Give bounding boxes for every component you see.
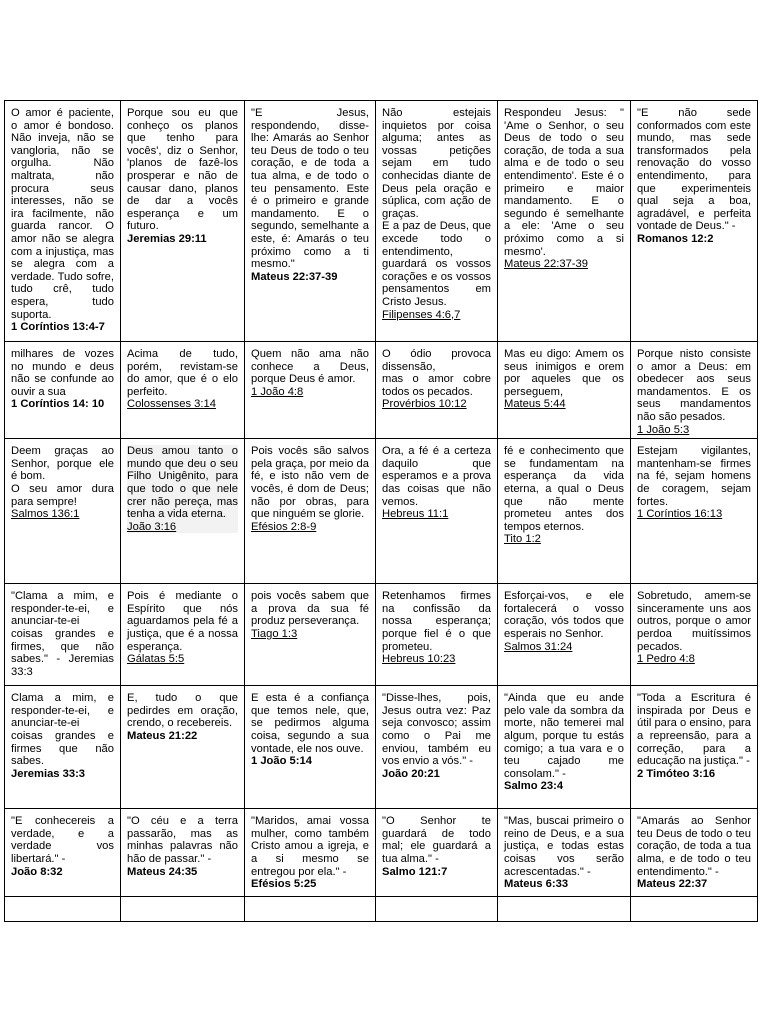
- table-row: [5, 686, 758, 809]
- verse-reference: 1 João 4:8: [251, 385, 304, 398]
- verse-cell: [498, 686, 631, 809]
- verse-cell: [245, 439, 376, 584]
- verse-content: [382, 445, 491, 521]
- verse-content: [637, 590, 751, 666]
- verse-text: Clama a mim, e responder-te-ei, e anunciar-te-ei coisas grandes e firmes que não sabes.: [11, 692, 114, 768]
- table-row: [5, 101, 758, 342]
- verse-content: [504, 692, 624, 793]
- verse-text: Sobretudo, amem-se sinceramente uns aos outros, porque o amor perdoa muitíssimos pecados.: [637, 590, 751, 653]
- verse-text: "Disse-lhes, pois, Jesus outra vez: Paz seja convosco; assim como o Pai me enviou, também eu vos envio a vós." -: [382, 692, 491, 768]
- verse-content: [382, 107, 491, 321]
- verse-text: Acima de tudo, porém, revistam-se do amor, que é o elo perfeito.: [127, 348, 238, 398]
- verse-reference: Salmo 23:4: [504, 780, 564, 793]
- verse-content: [11, 445, 114, 521]
- verse-cell: [245, 342, 376, 439]
- verse-cell: [631, 686, 758, 809]
- verse-reference: 1 Coríntios 16:13: [637, 508, 723, 521]
- verse-content: [504, 348, 624, 411]
- verse-reference: Salmo 121:7: [382, 865, 448, 878]
- verse-cell: [245, 584, 376, 686]
- verse-content: [637, 445, 751, 521]
- verse-content: [637, 692, 751, 780]
- verse-text: "E não sede conformados com este mundo, mas sede transformados pela renovação do vosso entendimento, para que experimenteis qual seja a boa, agradável, e perfeita vontade de Deus." -: [637, 107, 751, 233]
- verse-content: [251, 815, 369, 891]
- verse-cell: [376, 809, 498, 897]
- verse-reference: Efésios 2:8-9: [251, 520, 317, 533]
- verse-cell: [5, 809, 121, 897]
- verse-content: [11, 815, 114, 878]
- verse-content: [251, 445, 369, 533]
- verse-table-body: [5, 101, 758, 922]
- verse-reference: Mateus 22:37: [637, 878, 708, 891]
- table-row: [5, 439, 758, 584]
- verse-content: [251, 107, 369, 283]
- verse-text: "Mas, buscai primeiro o reino de Deus, e a sua justiça, e todas estas coisas vos serão acrescentadas." -: [504, 815, 624, 878]
- verse-text: E, tudo o que pedirdes em oração, crendo, o recebereis.: [127, 692, 238, 730]
- verse-reference: 1 João 5:14: [251, 755, 312, 768]
- verse-content: [382, 348, 491, 411]
- verse-cell: [631, 809, 758, 897]
- verse-cell: [245, 686, 376, 809]
- verse-text: "O Senhor te guardará de todo mal; ele guardará a tua alma." -: [382, 815, 491, 865]
- verse-reference: Jeremias 33:3: [11, 767, 86, 780]
- verse-reference: Mateus 21:22: [127, 729, 198, 742]
- verse-reference: Mateus 5:44: [504, 398, 566, 411]
- verse-cell: [121, 584, 245, 686]
- verse-content: [382, 692, 491, 780]
- verse-content: [504, 590, 624, 653]
- verse-cell: [498, 897, 631, 922]
- verse-cell: [498, 101, 631, 342]
- verse-reference: João 3:16: [127, 520, 177, 533]
- verse-text: "O céu e a terra passarão, mas as minhas palavras não hão de passar." -: [127, 815, 238, 865]
- verse-text: "Clama a mim, e responder-te-ei, e anunciar-te-ei coisas grandes e firmes, que não sabes." - Jeremias 33:3: [11, 590, 114, 678]
- verse-content: [127, 590, 238, 666]
- verse-content: [127, 348, 238, 411]
- verse-reference: Tiago 1:3: [251, 627, 298, 640]
- verse-reference: João 20:21: [382, 767, 440, 780]
- verse-content: [127, 107, 238, 246]
- verse-reference: Colossenses 3:14: [127, 398, 216, 411]
- verse-reference: Mateus 22:37-39: [504, 258, 588, 271]
- verse-cell: [5, 897, 121, 922]
- verse-cell: [376, 439, 498, 584]
- verse-content: [127, 692, 238, 742]
- verse-content: [504, 445, 624, 546]
- verse-text: "Toda a Escritura é inspirada por Deus e útil para o ensino, para a repreensão, para a correção, para a educação na justiça." -: [637, 692, 751, 768]
- verse-reference: Filipenses 4:6,7: [382, 308, 461, 321]
- table-row: [5, 342, 758, 439]
- verse-cell: [121, 101, 245, 342]
- verse-text: Porque nisto consiste o amor a Deus: em obedecer aos seus mandamentos. E os seus mandamentos não são pesados.: [637, 348, 751, 423]
- verse-cell: [498, 439, 631, 584]
- verse-content: [637, 815, 751, 891]
- verse-content: [251, 692, 369, 768]
- verse-cell: [121, 897, 245, 922]
- verse-cell: [5, 584, 121, 686]
- verse-reference: Mateus 24:35: [127, 865, 198, 878]
- verse-text: Deem graças ao Senhor, porque ele é bom. O seu amor dura para sempre!: [11, 445, 114, 508]
- verse-cell: [5, 101, 121, 342]
- verse-text: "Maridos, amai vossa mulher, como também Cristo amou a igreja, e a si mesmo se entregou por ela." -: [251, 815, 369, 878]
- verse-text: "E Jesus, respondendo, disse-lhe: Amarás ao Senhor teu Deus de todo o teu coração, e de toda a tua alma, e de todo o teu pensamento. Este é o primeiro e grande mandamento. E o segundo, semelhante a este, é: Amarás o teu próximo como a ti mesmo.": [251, 107, 369, 271]
- verse-cell: [631, 584, 758, 686]
- verse-reference: Mateus 6:33: [504, 878, 569, 891]
- verse-content: [251, 590, 369, 640]
- verse-content: [127, 815, 238, 878]
- verse-cell: [121, 686, 245, 809]
- verse-cell: [5, 342, 121, 439]
- verse-reference: Hebreus 11:1: [382, 508, 449, 521]
- verse-cell: [245, 897, 376, 922]
- verse-reference: Jeremias 29:11: [127, 232, 207, 245]
- verse-reference: Romanos 12:2: [637, 232, 714, 245]
- verse-cell: [376, 584, 498, 686]
- verse-text: E esta é a confiança que temos nele, que, se pedirmos alguma coisa, segundo a sua vontade, ele nos ouve.: [251, 692, 369, 755]
- verse-reference: Efésios 5:25: [251, 878, 317, 891]
- verse-text: milhares de vozes no mundo e deus não se confunde ao ouvir a sua: [11, 348, 114, 398]
- verse-content: [127, 445, 238, 533]
- verse-reference: Salmos 31:24: [504, 640, 573, 653]
- verse-content: [11, 692, 114, 780]
- verse-reference: Mateus 22:37-39: [251, 270, 338, 283]
- verse-cell: [245, 809, 376, 897]
- verse-cell: [376, 686, 498, 809]
- verse-text: Porque sou eu que conheço os planos que tenho para vocês', diz o Senhor, 'planos de fazê-los prosperar e não de causar dano, planos de dar a vocês esperança e um futuro.: [127, 107, 238, 233]
- verse-cell: [631, 439, 758, 584]
- verse-cell: [376, 342, 498, 439]
- verse-text: Deus amou tanto o mundo que deu o seu Filho Unigênito, para que todo o que nele crer não pereça, mas tenha a vida eterna.: [127, 445, 238, 521]
- verse-text: Respondeu Jesus: " 'Ame o Senhor, o seu Deus de todo o seu coração, de toda a sua alma e de todo o seu entendimento'. Este é o primeiro e maior mandamento. E o segundo é semelhante a ele: 'Ame o seu próximo como a si mesmo'.: [504, 107, 624, 258]
- verse-reference: Provérbios 10:12: [382, 398, 467, 411]
- verse-cell: [121, 342, 245, 439]
- verse-table: [4, 100, 758, 922]
- verse-text: Pois vocês são salvos pela graça, por meio da fé, e isto não vem de vocês, é dom de Deus; não por obras, para que ninguém se glorie.: [251, 445, 369, 521]
- verse-content: [251, 348, 369, 398]
- verse-reference: Tito 1:2: [504, 533, 541, 546]
- verse-text: Estejam vigilantes, mantenham-se firmes na fé, sejam homens de coragem, sejam fortes.: [637, 445, 751, 508]
- verse-text: Ora, a fé é a certeza daquilo que esperamos e a prova das coisas que não vemos.: [382, 445, 491, 508]
- verse-content: [637, 348, 751, 436]
- verse-text: Não estejais inquietos por coisa alguma; antes as vossas petições sejam em tudo conhecidas diante de Deus pela oração e súplica, com ação de graças. E a paz de Deus, que excede todo o entendimento, guardará os vossos corações e os vossos pensamentos em Cristo Jesus.: [382, 107, 491, 308]
- verse-text: "E conhecereis a verdade, e a verdade vos libertará." -: [11, 815, 114, 865]
- verse-text: Quem não ama não conhece a Deus, porque Deus é amor.: [251, 348, 369, 386]
- verse-content: [382, 590, 491, 666]
- verse-cell: [498, 584, 631, 686]
- verse-content: [504, 107, 624, 271]
- verse-content: [637, 107, 751, 246]
- verse-text: "Ainda que eu ande pelo vale da sombra da morte, não temerei mal algum, porque tu estás comigo; a tua vara e o teu cajado me consolam." -: [504, 692, 624, 780]
- verse-cell: [498, 342, 631, 439]
- verse-reference: Hebreus 10:23: [382, 653, 456, 666]
- verse-cell: [498, 809, 631, 897]
- verse-text: Esforçai-vos, e ele fortalecerá o vosso coração, vós todos que esperais no Senhor.: [504, 590, 624, 640]
- verse-cell: [376, 101, 498, 342]
- verse-text: Pois é mediante o Espírito que nós aguardamos pela fé a justiça, que é a nossa esperança.: [127, 590, 238, 653]
- verse-cell: [376, 897, 498, 922]
- verse-cell: [631, 897, 758, 922]
- verse-text: "Amarás ao Senhor teu Deus de todo o teu coração, de toda a tua alma, e de todo o teu entendimento." -: [637, 815, 751, 878]
- verse-cell: [121, 809, 245, 897]
- verse-reference: 1 Coríntios 14: 10: [11, 398, 105, 411]
- table-row: [5, 584, 758, 686]
- verse-reference: João 8:32: [11, 865, 63, 878]
- verse-reference: Salmos 136:1: [11, 508, 80, 521]
- verse-content: [11, 107, 114, 334]
- verse-reference: 2 Timóteo 3:16: [637, 767, 716, 780]
- verse-cell: [245, 101, 376, 342]
- table-row: [5, 897, 758, 922]
- verse-text: Retenhamos firmes na confissão da nossa esperança; porque fiel é o que prometeu.: [382, 590, 491, 653]
- verse-content: [382, 815, 491, 878]
- verse-content: [11, 348, 114, 411]
- verse-cell: [631, 342, 758, 439]
- verse-cell: [631, 101, 758, 342]
- table-row: [5, 809, 758, 897]
- verse-cell: [121, 439, 245, 584]
- verse-text: O ódio provoca dissensão, mas o amor cobre todos os pecados.: [382, 348, 491, 398]
- verse-reference: 1 João 5:3: [637, 423, 690, 436]
- verse-text: Mas eu digo: Amem os seus inimigos e orem por aqueles que os perseguem,: [504, 348, 624, 398]
- verse-content: [11, 590, 114, 678]
- verse-cell: [5, 439, 121, 584]
- verse-text: pois vocês sabem que a prova da sua fé produz perseverança.: [251, 590, 369, 628]
- verse-content: [504, 815, 624, 891]
- verse-text: O amor é paciente, o amor é bondoso. Não inveja, não se vangloria, não se orgulha. Não maltrata, não procura seus interesses, não se ira facilmente, não guarda rancor. O amor não se alegra com a injustiça, mas se alegra com a verdade. Tudo sofre, tudo crê, tudo espera, tudo suporta.: [11, 107, 114, 321]
- verse-reference: 1 Coríntios 13:4-7: [11, 321, 105, 334]
- verse-reference: 1 Pedro 4:8: [637, 653, 695, 666]
- verse-cell: [5, 686, 121, 809]
- verse-text: fé e conhecimento que se fundamentam na esperança da vida eterna, a qual o Deus que não mente prometeu antes dos tempos eternos.: [504, 445, 624, 533]
- verse-reference: Gálatas 5:5: [127, 653, 185, 666]
